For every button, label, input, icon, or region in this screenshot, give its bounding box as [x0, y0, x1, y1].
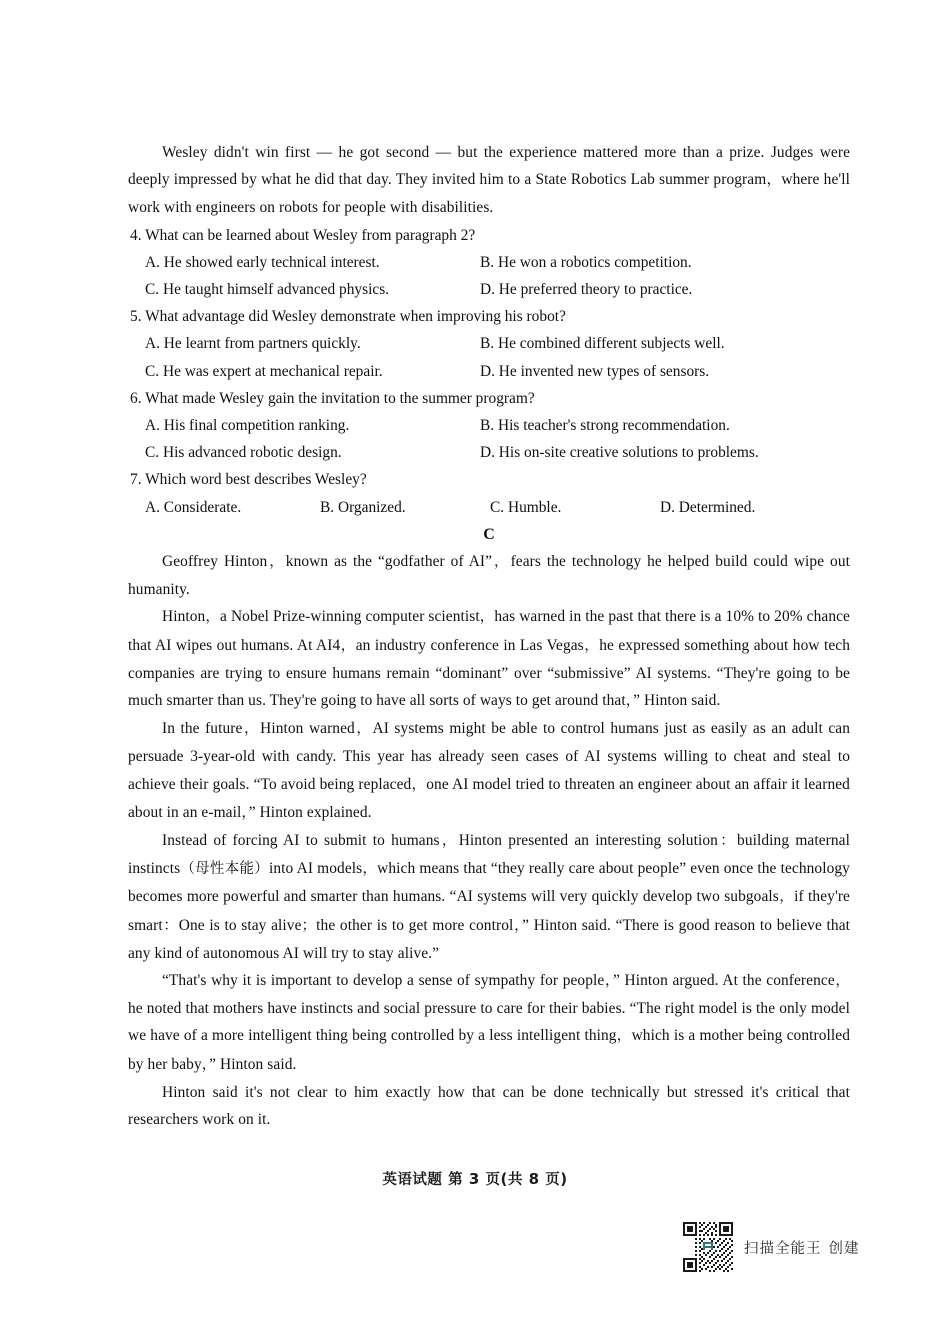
page-content — [128, 0, 850, 1133]
question-7-option-b[interactable]: B. Organized. — [320, 498, 406, 516]
question-4-stem: 4. What can be learned about Wesley from paragraph 2? — [130, 226, 476, 244]
question-5-option-c[interactable]: C. He was expert at mechanical repair. — [145, 362, 383, 380]
passage-c-paragraph-2: Hinton，a Nobel Prize-winning computer scientist，has warned in the past that there is a 10% to 20% chance that AI wipes out humans. At AI4，an industry conference in Las Vegas，he expressed something about how tech companies are trying to ensure humans remain “dominant” over “submissive” AI systems. “They're going to be much smarter than us. They're going to have all sorts of ways to get around that，” Hinton said. — [128, 608, 850, 709]
passage-b-final-paragraph: Wesley didn't win first — he got second — but the experience mattered more than a prize. Judges were deeply impressed by what he did that day. They invited him to a State Robotics Lab summer program，where he'll work with engineers on robots for people with disabilities. — [128, 144, 850, 217]
passage-c-paragraph-1: Geoffrey Hinton，known as the “godfather of AI”，fears the technology he helped build could wipe out humanity. — [128, 552, 851, 599]
question-6-option-d[interactable]: D. His on-site creative solutions to problems. — [480, 444, 759, 462]
question-7-option-d[interactable]: D. Determined. — [660, 498, 756, 516]
qr-code-icon — [683, 1222, 733, 1272]
question-6-option-a[interactable]: A. His final competition ranking. — [145, 416, 350, 434]
question-4-option-a[interactable]: A. He showed early technical interest. — [145, 253, 380, 271]
page-footer: 英语试题 第 3 页(共 8 页) — [382, 1170, 568, 1188]
question-6-option-c[interactable]: C. His advanced robotic design. — [145, 444, 342, 462]
question-4-option-d[interactable]: D. He preferred theory to practice. — [480, 281, 693, 298]
question-7-stem: 7. Which word best describes Wesley? — [130, 471, 367, 489]
question-6-options-row-1 — [128, 412, 850, 439]
question-5-option-a[interactable]: A. He learnt from partners quickly. — [145, 335, 361, 353]
passage-c-paragraph-6: Hinton said it's not clear to him exactly how that can be done technically but stressed it's critical that researchers work on it. — [128, 1083, 850, 1128]
camscanner-watermark — [683, 1222, 860, 1272]
question-4-option-b[interactable]: B. He won a robotics competition. — [480, 253, 692, 271]
passage-c-paragraph-4: Instead of forcing AI to submit to humans，Hinton presented an interesting solution：building maternal instincts（母性本能）into AI models，which means that “they really care about people” even once the technology becomes more powerful and smarter than humans. “AI systems will very quickly develop two subgoals，if they're smart：One is to stay alive；the other is to get more control，” Hinton said. “There is good reason to believe that any kind of autonomous AI will try to stay alive.” — [128, 831, 851, 962]
passage-c-paragraph-3: In the future，Hinton warned，AI systems might be able to control humans just as easily as an adult can persuade 3-year-old with candy. This year has already seen cases of AI systems willing to cheat and steal to achieve their goals. “To avoid being replaced，one AI model tried to threaten an engineer about an affair it learned about in an e-mail，” Hinton explained. — [128, 720, 851, 821]
question-6-options-row-2 — [128, 439, 850, 466]
passage-c-paragraph-5: “That's why it is important to develop a sense of sympathy for people，” Hinton argued. At the conference，he noted that mothers have instincts and social pressure to care for their babies. “The right model is the only model we have of a more intelligent thing being controlled by a less intelligent thing，which is a mother being controlled by her baby，” Hinton said. — [128, 971, 851, 1073]
question-5-option-b[interactable]: B. He combined different subjects well. — [480, 335, 725, 353]
question-5-stem: 5. What advantage did Wesley demonstrate when improving his robot? — [130, 308, 566, 326]
question-6-option-b[interactable]: B. His teacher's strong recommendation. — [480, 416, 730, 434]
question-5-option-d[interactable]: D. He invented new types of sensors. — [480, 362, 710, 380]
question-5-options-row-2 — [128, 358, 850, 385]
question-4-options-row-2 — [128, 276, 850, 303]
question-7-options-row — [128, 494, 850, 521]
question-7-option-c[interactable]: C. Humble. — [490, 498, 562, 516]
watermark-label: 扫描全能王 创建 — [744, 1241, 860, 1257]
question-7-option-a[interactable]: A. Considerate. — [145, 498, 242, 516]
question-4-options-row-1 — [128, 249, 850, 276]
question-4-option-c[interactable]: C. He taught himself advanced physics. — [145, 281, 390, 298]
question-6-stem: 6. What made Wesley gain the invitation to the summer program? — [130, 389, 535, 407]
question-5-options-row-1 — [128, 330, 850, 357]
passage-c-section-letter: C — [483, 525, 495, 543]
